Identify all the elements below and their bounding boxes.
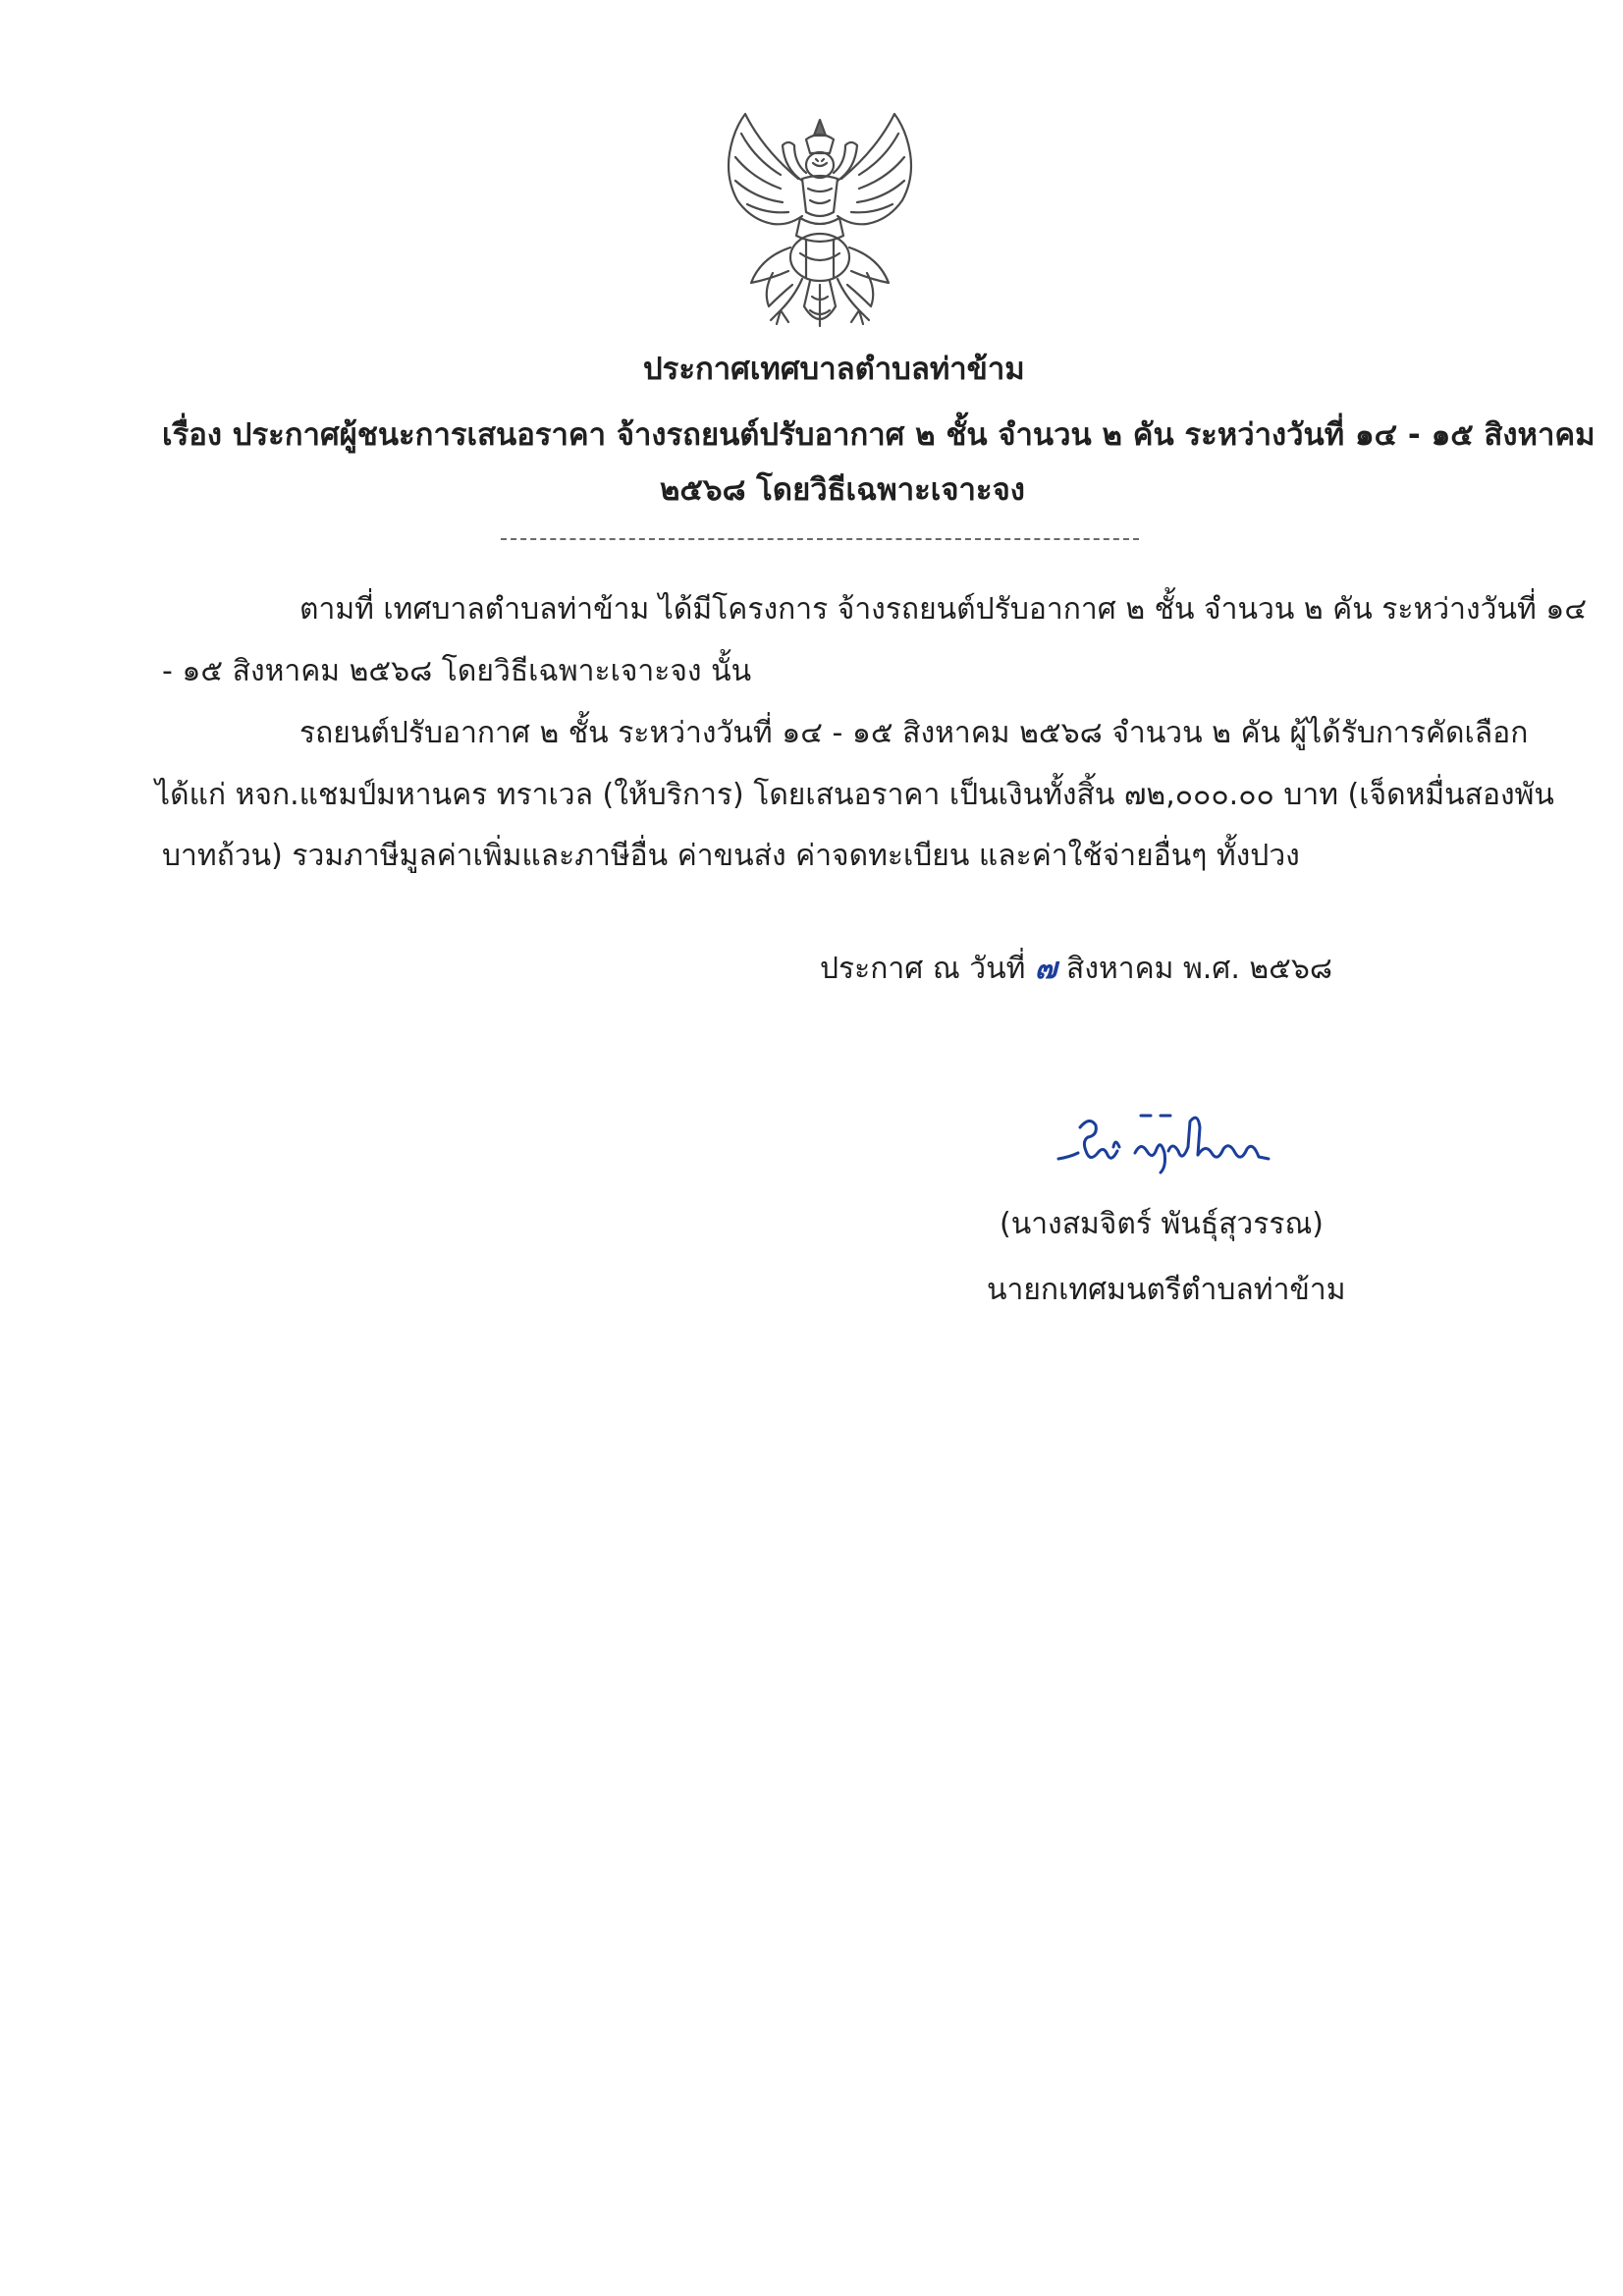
paragraph2-line2: ได้แก่ หจก.แชมป์มหานคร ทราเวล (ให้บริการ) โดยเสนอราคา เป็นเงินทั้งสิ้น ๗๒,๐๐๐.๐๐ บาท (เจ็ดหมื่นสองพัน (155, 778, 1554, 812)
paragraph2-line3: บาทถ้วน) รวมภาษีมูลค่าเพิ่มและภาษีอื่น ค่าขนส่ง ค่าจดทะเบียน และค่าใช้จ่ายอื่นๆ ทั้งปวง (162, 839, 1300, 873)
announcement-title: ประกาศเทศบาลตำบลท่าข้าม (643, 352, 1025, 387)
signer-name: (นางสมจิตร์ พันธุ์สุวรรณ) (1000, 1207, 1325, 1241)
subject-line-2: ๒๕๖๘ โดยวิธีเฉพาะเจาะจง (660, 472, 1025, 508)
date-day-handwritten: ๗ (1034, 952, 1057, 986)
garuda-emblem-icon (712, 110, 928, 338)
date-suffix: สิงหาคม พ.ศ. ๒๕๖๘ (1066, 952, 1333, 986)
handwritten-signature (1051, 1108, 1276, 1176)
paragraph1-line2: - ๑๕ สิงหาคม ๒๕๖๘ โดยวิธีเฉพาะเจาะจง นั้น (162, 654, 752, 688)
announcement-date (820, 946, 1332, 992)
paragraph1-line1: ตามที่ เทศบาลตำบลท่าข้าม ได้มีโครงการ จ้างรถยนต์ปรับอากาศ ๒ ชั้น จำนวน ๒ คัน ระหว่างวันที่ ๑๔ (299, 592, 1588, 627)
paragraph2-line1: รถยนต์ปรับอากาศ ๒ ชั้น ระหว่างวันที่ ๑๔ - ๑๕ สิงหาคม ๒๕๖๘ จำนวน ๒ คัน ผู้ได้รับการคัดเลือก (299, 716, 1529, 750)
dashed-separator (501, 538, 1139, 540)
subject-line-1: เรื่อง ประกาศผู้ชนะการเสนอราคา จ้างรถยนต์ปรับอากาศ ๒ ชั้น จำนวน ๒ คัน ระหว่างวันที่ ๑๔ - ๑๕ สิงหาคม (162, 417, 1596, 453)
signer-position: นายกเทศมนตรีตำบลท่าข้าม (987, 1273, 1346, 1307)
date-prefix: ประกาศ ณ วันที่ (820, 952, 1026, 986)
